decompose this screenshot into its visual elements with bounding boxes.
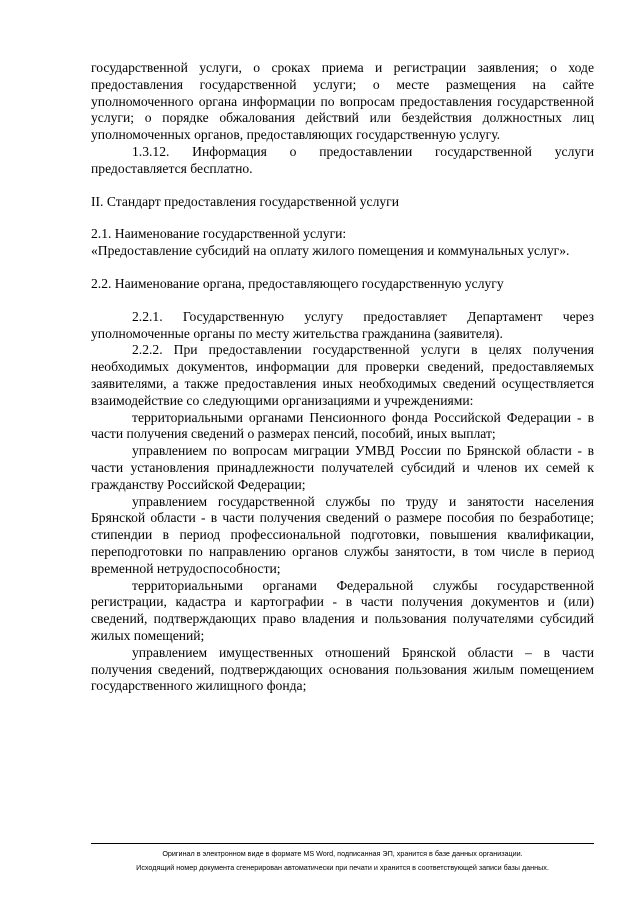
list-item-migration: управлением по вопросам миграции УМВД России по Брянской области - в части установления принадлежности получателей субсидий и членов их семей к гражданству Российской Федерации; — [91, 443, 594, 492]
page-footer — [60, 847, 625, 874]
footer-line-1: Оригинал в электронном виде в формате MS Word, подписанная ЭП, хранится в базе данных организации. — [162, 849, 523, 858]
list-item-rosreestr: территориальными органами Федеральной службы государственной регистрации, кадастра и картографии - в части получения документов и (или) сведений, подтверждающих право владения и пользования получателями субсидий жилых помещений; — [91, 577, 594, 643]
list-item-employment: управлением государственной службы по труду и занятости населения Брянской области - в части получения сведений о размере пособия по безработице; стипендии в период профессиональной подготовки, повышения квалификации, переподготовки по направлению органов службы занятости, в том числе в период временной нетрудоспособности; — [91, 493, 594, 576]
paragraph-2-2-2: 2.2.2. При предоставлении государственной услуги в целях получения необходимых документов, информации для проверки сведений, предоставляемых заявителями, а также предоставления иных необходимых сведений осуществляется взаимодействие со следующими организациями и учреждениями: — [91, 342, 594, 408]
footer-line-2: Исходящий номер документа сгенерирован автоматически при печати и хранится в соответствующей записи базы данных. — [136, 862, 549, 872]
list-item-pension-fund: территориальными органами Пенсионного фонда Российской Федерации - в части получения сведений о размерах пенсий, пособий, иных выплат; — [91, 409, 594, 442]
paragraph-continuation: государственной услуги, о сроках приема и регистрации заявления; о ходе предоставления государственной услуги; о месте размещения на сайте уполномоченного органа информации по вопросам предоставления государственной услуги; о порядке обжалования действий или бездействия должностных лиц уполномоченных органов, предоставляющих государственную услугу. — [91, 60, 594, 143]
service-name: «Предоставление субсидий на оплату жилого помещения и коммунальных услуг». — [91, 243, 570, 259]
footer-divider — [91, 843, 594, 844]
section-heading: II. Стандарт предоставления государственной услуги — [91, 193, 400, 209]
document-body — [91, 60, 594, 695]
paragraph-2-2-1: 2.2.1. Государственную услугу предоставляет Департамент через уполномоченные органы по месту жительства гражданина (заявителя). — [91, 308, 594, 341]
list-item-property: управлением имущественных отношений Брянской области – в части получения сведений, подтверждающих основания пользования жилым помещением государственного жилищного фонда; — [91, 644, 594, 694]
paragraph-1-3-12: 1.3.12. Информация о предоставлении государственной услуги предоставляется бесплатно. — [91, 143, 594, 176]
subsection-2-1-title: 2.1. Наименование государственной услуги: — [91, 226, 347, 242]
subsection-2-2-title: 2.2. Наименование органа, предоставляющего государственную услугу — [91, 275, 504, 291]
